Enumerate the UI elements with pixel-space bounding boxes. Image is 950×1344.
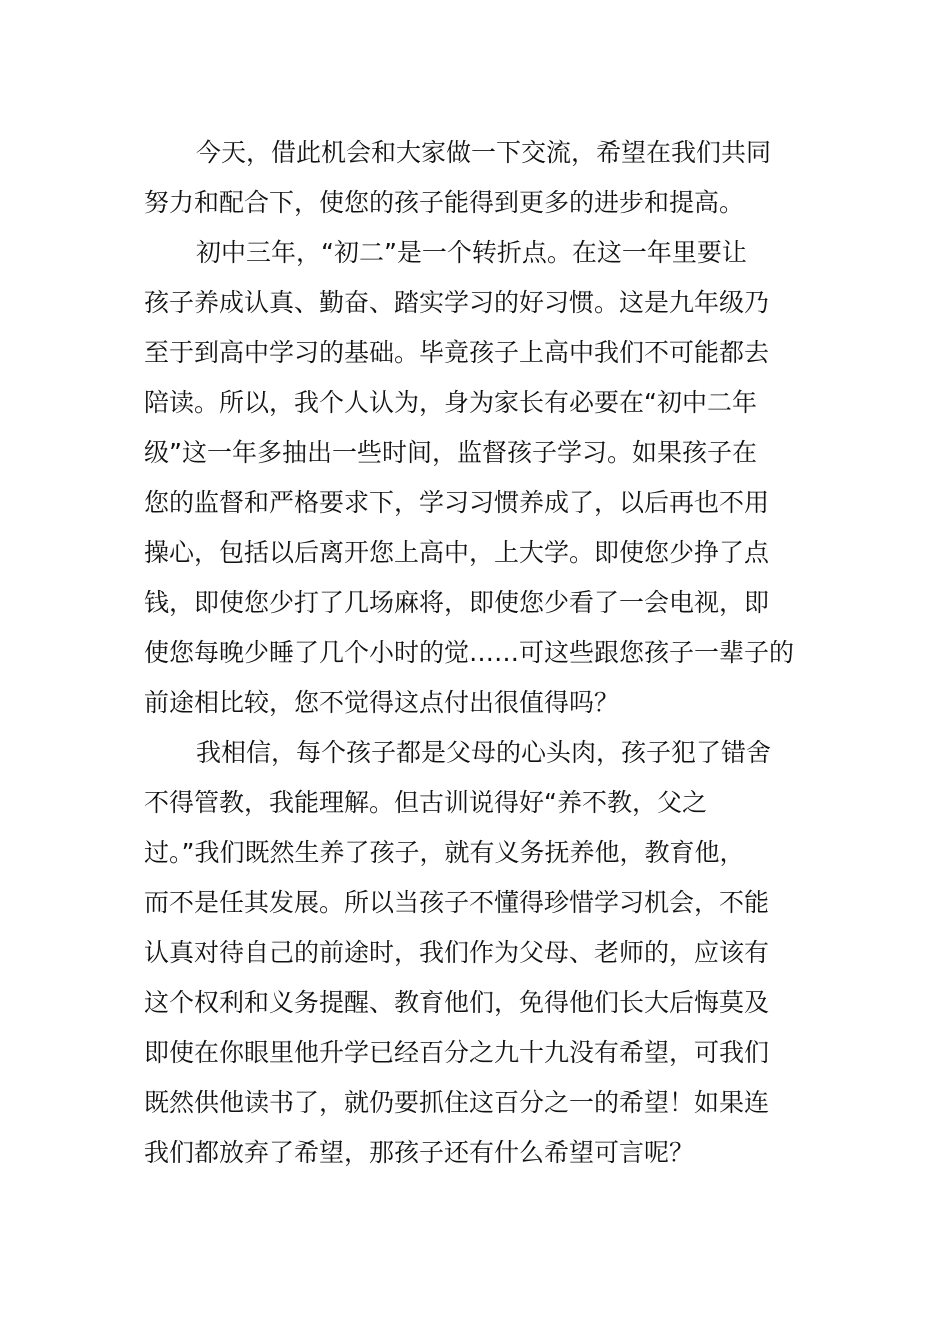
paragraph-line: 操心，包括以后离开您上高中，上大学。即使您少挣了点 [144, 538, 770, 567]
paragraph-line: 级”这一年多抽出一些时间，监督孩子学习。如果孩子在 [144, 438, 757, 467]
paragraph-line: 使您每晚少睡了几个小时的觉……可这些跟您孩子一辈子的 [144, 638, 795, 667]
paragraph-line: 即使在你眼里他升学已经百分之九十九没有希望，可我们 [144, 1038, 770, 1067]
paragraph-line: 钱，即使您少打了几场麻将，即使您少看了一会电视，即 [144, 588, 770, 617]
paragraph-1 [144, 128, 808, 228]
paragraph-line: 至于到高中学习的基础。毕竟孩子上高中我们不可能都去 [144, 338, 770, 367]
paragraph-line: 我相信，每个孩子都是父母的心头肉，孩子犯了错舍 [196, 738, 772, 767]
paragraph-3 [144, 728, 808, 1178]
paragraph-line: 不得管教，我能理解。但古训说得好“养不教，父之 [144, 788, 707, 817]
paragraph-line: 您的监督和严格要求下，学习习惯养成了，以后再也不用 [144, 488, 770, 517]
paragraph-line: 陪读。所以，我个人认为，身为家长有必要在“初中二年 [144, 388, 757, 417]
paragraph-line: 努力和配合下，使您的孩子能得到更多的进步和提高。 [144, 188, 745, 217]
paragraph-line: 我们都放弃了希望，那孩子还有什么希望可言呢？ [144, 1138, 695, 1167]
paragraph-line: 初中三年，“初二”是一个转折点。在这一年里要让 [196, 238, 747, 267]
paragraph-line: 认真对待自己的前途时，我们作为父母、老师的，应该有 [144, 938, 770, 967]
paragraph-line: 前途相比较，您不觉得这点付出很值得吗？ [144, 688, 620, 717]
paragraph-line: 今天，借此机会和大家做一下交流，希望在我们共同 [196, 138, 772, 167]
paragraph-2 [144, 228, 808, 728]
paragraph-line: 过。”我们既然生养了孩子，就有义务抚养他，教育他， [144, 838, 745, 867]
paragraph-line: 而不是任其发展。所以当孩子不懂得珍惜学习机会，不能 [144, 888, 770, 917]
paragraph-line: 既然供他读书了，就仍要抓住这百分之一的希望！如果连 [144, 1088, 770, 1117]
paragraph-line: 这个权利和义务提醒、教育他们，免得他们长大后悔莫及 [144, 988, 770, 1017]
document-body [144, 128, 808, 1178]
paragraph-line: 孩子养成认真、勤奋、踏实学习的好习惯。这是九年级乃 [144, 288, 770, 317]
